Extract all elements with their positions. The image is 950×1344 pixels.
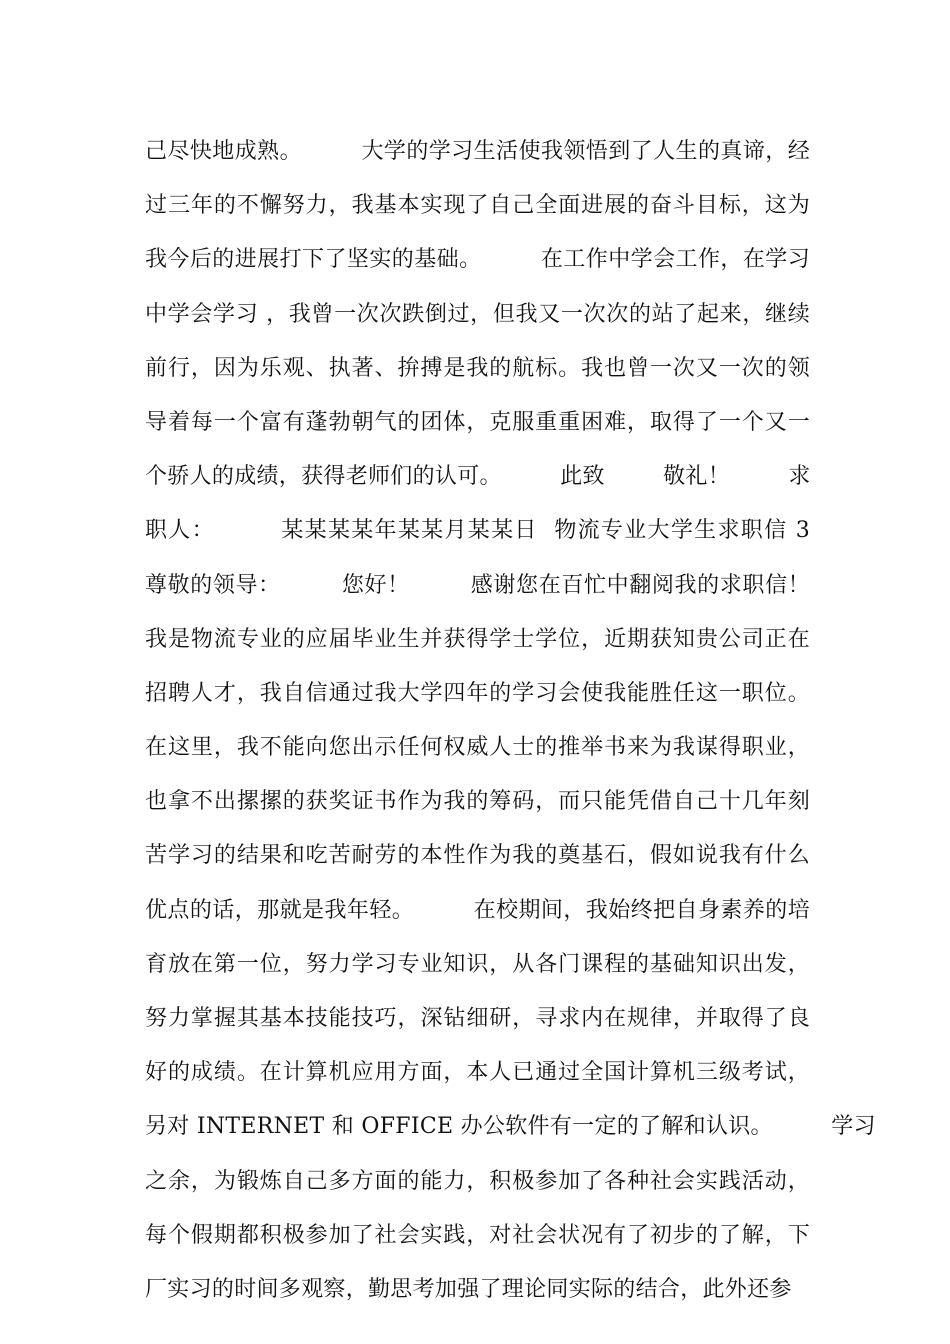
text-line: 在这里，我不能向您出示任何权威人士的推举书来为我谋得职业，: [145, 735, 810, 761]
text-line: 优点的话，那就是我年轻。 在校期间，我始终把自身素养的培: [145, 897, 810, 923]
text-line: 厂实习的时间多观察，勤思考加强了理论同实际的结合，此外还参: [145, 1276, 792, 1302]
text-line: 己尽快地成熟。 大学的学习生活使我领悟到了人生的真谛，经: [145, 139, 810, 164]
text-line: 努力掌握其基本技能技巧，深钻细研，寻求内在规律，并取得了良: [145, 1006, 810, 1031]
text-line: 个骄人的成绩，获得老师们的认可。 此致 敬礼！ 求: [145, 464, 811, 490]
text-line: 招聘人才，我自信通过我大学四年的学习会使我能胜任这一职位。: [145, 680, 810, 706]
text-line: 我是物流专业的应届毕业生并获得学士学位，近期获知贵公司正在: [145, 626, 810, 652]
text-line: 好的成绩。在计算机应用方面，本人已通过全国计算机三级考试，: [145, 1060, 810, 1086]
text-line: 也拿不出摞摞的获奖证书作为我的筹码，而只能凭借自己十几年刻: [145, 789, 810, 815]
text-line: 导着每一个富有蓬勃朝气的团体，克服重重困难，取得了一个又一: [145, 409, 810, 435]
text-line: 之余，为锻炼自己多方面的能力，积极参加了各种社会实践活动，: [145, 1168, 810, 1194]
text-line: 另对 INTERNET 和 OFFICE 办公软件有一定的了解和认识。 学习: [145, 1114, 876, 1140]
text-line: 中学会学习 ，我曾一次次跌倒过，但我又一次次的站了起来，继续: [145, 301, 810, 327]
text-line: 我今后的进展打下了坚实的基础。 在工作中学会工作，在学习: [145, 247, 810, 273]
text-line: 尊敬的领导： 您好！ 感谢您在百忙中翻阅我的求职信！: [145, 572, 810, 598]
text-line: 苦学习的结果和吃苦耐劳的本性作为我的奠基石，假如说我有什么: [145, 843, 810, 869]
text-line: 每个假期都积极参加了社会实践，对社会状况有了初步的了解，下: [145, 1222, 810, 1248]
text-line: 育放在第一位，努力学习专业知识，从各门课程的基础知识出发，: [145, 951, 810, 977]
text-line: 职人： 某某某某年某某月某某日 物流专业大学生求职信 3: [145, 518, 810, 544]
text-line: 过三年的不懈努力，我基本实现了自己全面进展的奋斗目标，这为: [145, 193, 810, 219]
text-line: 前行，因为乐观、执著、拚搏是我的航标。我也曾一次又一次的领: [145, 355, 810, 381]
body-text: [145, 125, 876, 1317]
